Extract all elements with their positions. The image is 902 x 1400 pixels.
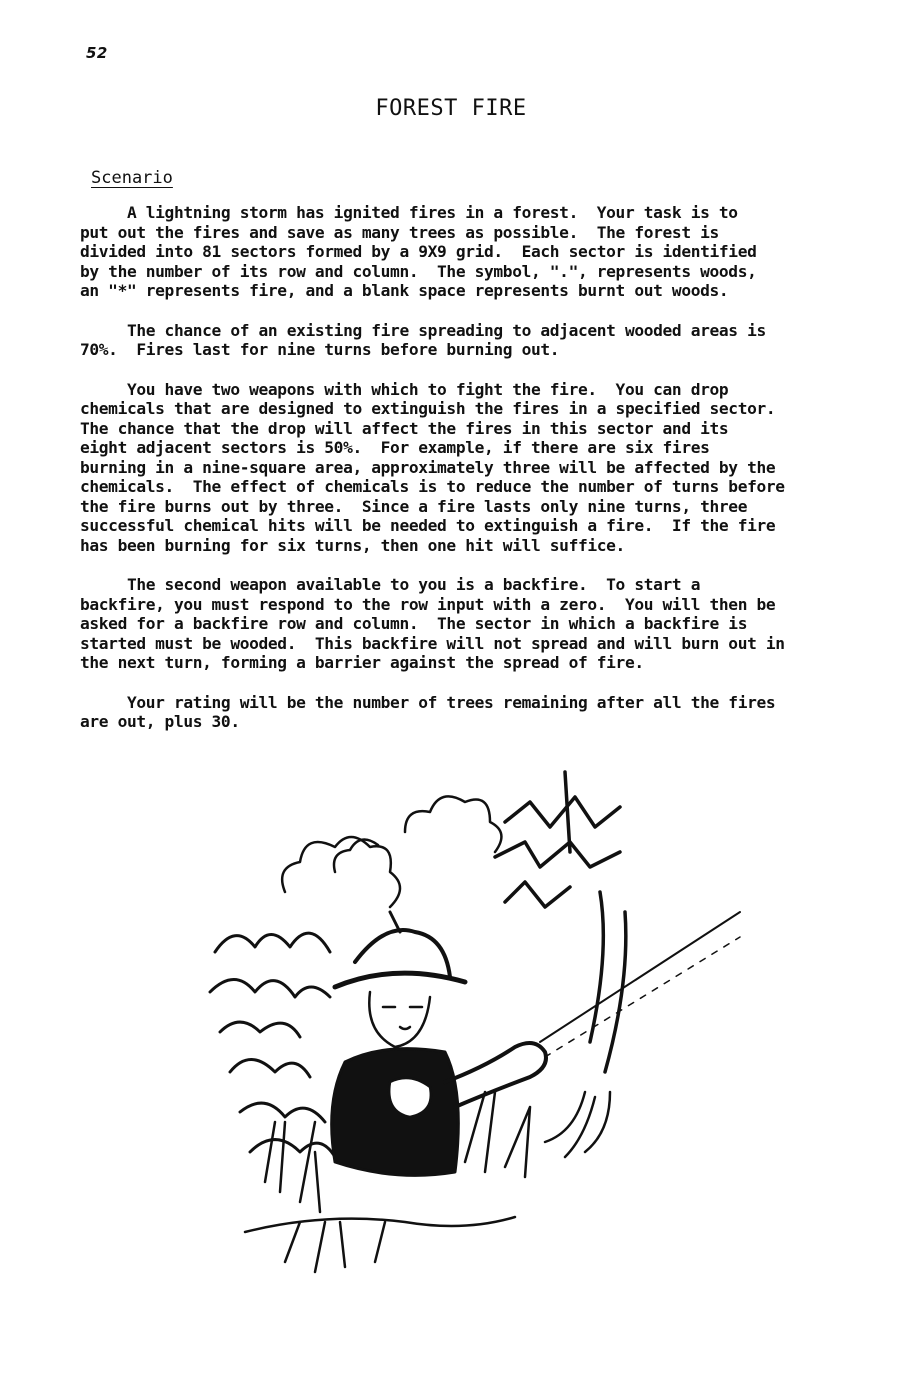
- body-text: [80, 203, 840, 752]
- text-line: burning in a nine-square area, approximately three will be affected by the: [80, 457, 776, 477]
- fire-hose: [445, 912, 740, 1107]
- paragraph-intro: [80, 203, 840, 301]
- text-line: are out, plus 30.: [80, 712, 240, 731]
- text-line: The chance of an existing fire spreading to adjacent wooded areas is: [80, 320, 766, 340]
- paragraph-spread-chance: [80, 321, 840, 360]
- text-line: divided into 81 sectors formed by a 9X9 grid. Each sector is identified: [80, 242, 757, 261]
- text-line: You have two weapons with which to fight the fire. You can drop: [80, 379, 729, 399]
- right-foliage: [495, 772, 626, 1072]
- firefighter-face: [369, 992, 430, 1047]
- text-line: the next turn, forming a barrier against the spread of fire.: [80, 653, 644, 672]
- text-line: 70%. Fires last for nine turns before burning out.: [80, 340, 560, 359]
- text-line: started must be wooded. This backfire will not spread and will burn out in: [80, 633, 785, 653]
- text-line: has been burning for six turns, then one hit will suffice.: [80, 535, 625, 555]
- text-line: Your rating will be the number of trees remaining after all the fires: [80, 692, 776, 712]
- text-line: backfire, you must respond to the row input with a zero. You will then be: [80, 594, 776, 614]
- page-title: FOREST FIRE: [375, 96, 527, 121]
- paragraph-rating: [80, 693, 840, 732]
- page-number: 52: [86, 44, 108, 62]
- firefighter-body: [332, 1049, 459, 1176]
- left-foliage: [210, 933, 335, 1157]
- text-line: successful chemical hits will be needed to extinguish a fire. If the fire: [80, 516, 776, 535]
- text-line: The second weapon available to you is a backfire. To start a: [80, 575, 701, 594]
- text-line: chemicals. The effect of chemicals is to reduce the number of turns before: [80, 477, 785, 496]
- firefighter-hat: [335, 912, 465, 987]
- text-line: A lightning storm has ignited fires in a forest. Your task is to: [80, 203, 738, 222]
- text-line: The chance that the drop will affect the fires in this sector and its: [80, 418, 729, 438]
- firefighter-illustration: [205, 762, 765, 1292]
- paragraph-chemicals: [80, 380, 840, 556]
- section-heading-scenario: Scenario: [91, 168, 173, 188]
- text-line: eight adjacent sectors is 50%. For example, if there are six fires: [80, 438, 710, 457]
- text-line: the fire burns out by three. Since a fire lasts only nine turns, three: [80, 496, 748, 516]
- text-line: by the number of its row and column. The symbol, ".", represents woods,: [80, 261, 757, 281]
- text-line: an "*" represents fire, and a blank space represents burnt out woods.: [80, 281, 729, 300]
- background-trees: [282, 796, 501, 907]
- text-line: chemicals that are designed to extinguish the fires in a specified sector.: [80, 399, 776, 418]
- text-line: put out the fires and save as many trees as possible. The forest is: [80, 222, 719, 242]
- text-line: asked for a backfire row and column. The sector in which a backfire is: [80, 614, 748, 633]
- paragraph-backfire: [80, 575, 840, 673]
